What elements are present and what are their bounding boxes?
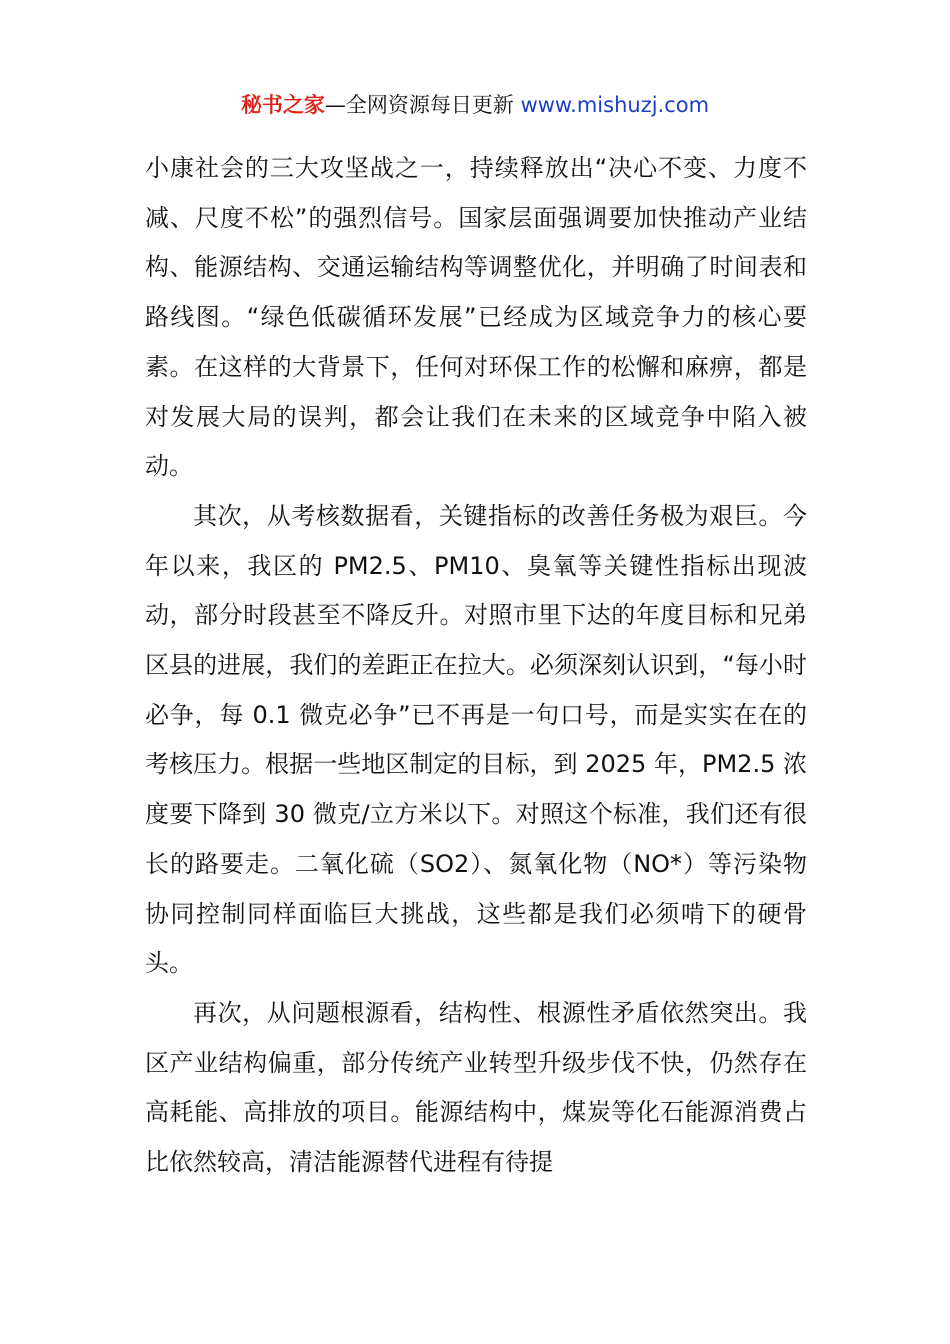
document-body [145, 144, 807, 1188]
brand-name: 秘书之家 [240, 93, 325, 117]
site-url-link[interactable]: www.mishuzj.com [520, 93, 710, 117]
paragraph-second-point: 其次，从考核数据看，关键指标的改善任务极为艰巨。今年以来，我区的 PM2.5、PM10、臭氧等关键性指标出现波动，部分时段甚至不降反升。对照市里下达的年度目标和兄弟区县的进展，我们的差距正在拉大。必须深刻认识到，“每小时必争，每 0.1 微克必争”已不再是一句口号，而是实实在在的考核压力。根据一些地区制定的目标，到 2025 年，PM2.5 浓度要下降到 30 微克/立方米以下。对照这个标准，我们还有很长的路要走。二氧化硫（SO2）、氮氧化物（NO*）等污染物协同控制同样面临巨大挑战，这些都是我们必须啃下的硬骨头。 [145, 501, 807, 978]
page-header [0, 88, 950, 122]
header-tagline: —全网资源每日更新 [324, 93, 521, 117]
paragraph-continuation: 小康社会的三大攻坚战之一，持续释放出“决心不变、力度不减、尺度不松”的强烈信号。国家层面强调要加快推动产业结构、能源结构、交通运输结构等调整优化，并明确了时间表和路线图。“绿色低碳循环发展”已经成为区域竞争力的核心要素。在这样的大背景下，任何对环保工作的松懈和麻痹，都是对发展大局的误判，都会让我们在未来的区域竞争中陷入被动。 [145, 154, 807, 481]
paragraph-third-point: 再次，从问题根源看，结构性、根源性矛盾依然突出。我区产业结构偏重，部分传统产业转型升级步伐不快，仍然存在高耗能、高排放的项目。能源结构中，煤炭等化石能源消费占比依然较高，清洁能源替代进程有待提 [145, 998, 807, 1177]
